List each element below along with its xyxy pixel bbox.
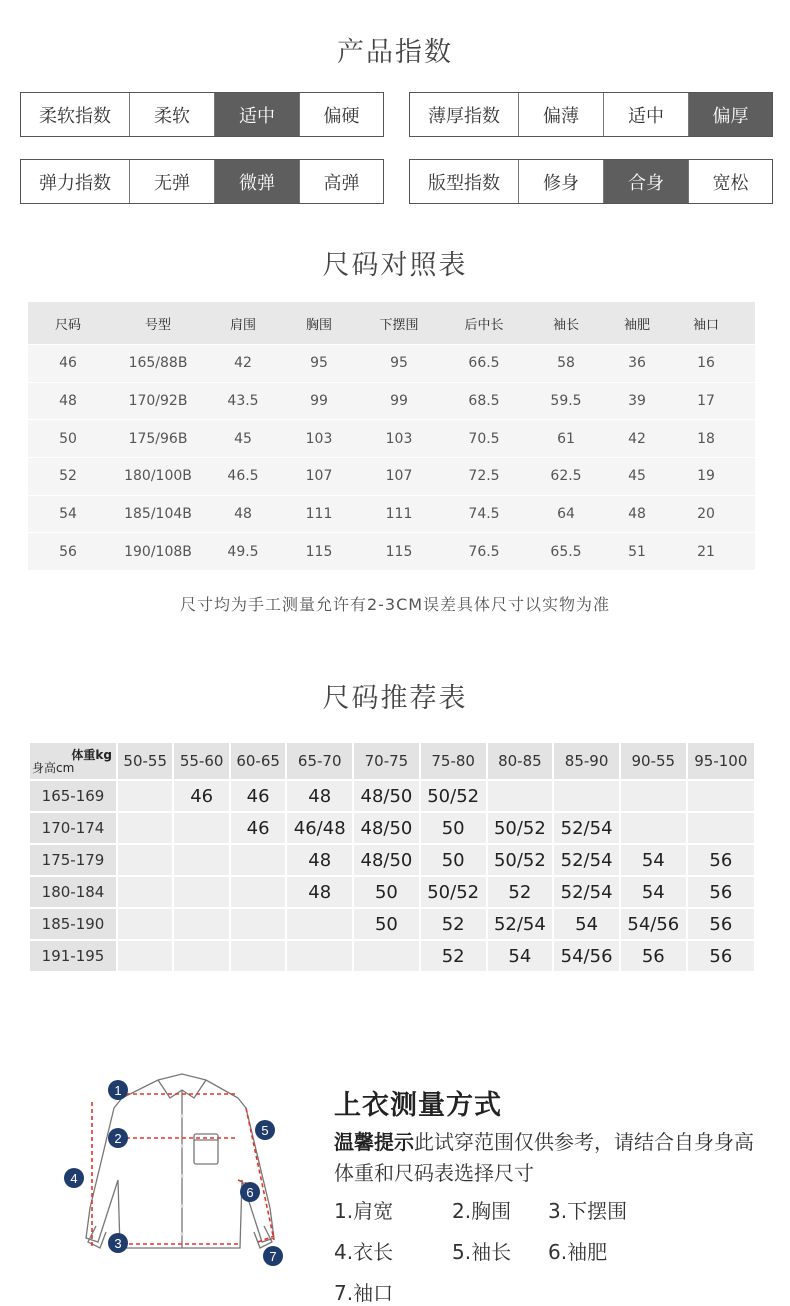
height-header-cell: 170-174 [29,812,117,844]
size-cell: 190/108B [124,543,192,560]
size-row [28,344,755,382]
tip-text: 此试穿范围仅供参考，请结合自身身高体重和尺码表选择尺寸 [334,1130,754,1185]
index-option: 偏硬 [323,105,360,127]
recommend-cell: 46/48 [286,812,353,844]
size-cell: 17 [697,393,715,410]
recommend-cell: 48 [286,876,353,908]
recommend-cell: 48/50 [353,812,420,844]
weight-header-cell: 70-75 [353,742,420,780]
recommend-cell: 48/50 [353,844,420,876]
size-cell: 165/88B [128,355,188,372]
recommend-cell [117,812,173,844]
index-option-selected: 偏厚 [689,93,772,136]
weight-header-cell: 85-90 [553,742,620,780]
size-cell: 103 [385,430,413,447]
recommend-cell: 50/52 [420,780,487,812]
recommend-cell [173,876,229,908]
weight-header-cell: 75-80 [420,742,487,780]
size-cell: 18 [697,430,715,447]
recommend-cell: 54 [620,876,687,908]
index-option-selected: 适中 [215,93,300,136]
weight-header-cell: 55-60 [173,742,229,780]
size-cell: 45 [628,468,646,485]
size-cell: 59.5 [550,393,582,410]
size-cell: 56 [59,543,77,560]
recommend-row [29,876,755,908]
size-cell: 42 [234,355,252,372]
recommend-cell [117,876,173,908]
recommend-row [29,940,755,972]
size-cell: 36 [628,355,646,372]
recommend-cell: 52 [420,940,487,972]
size-cell: 42 [628,430,646,447]
index-option: 高弹 [323,172,360,194]
size-cell: 115 [305,543,333,560]
size-cell: 51 [628,543,646,560]
recommend-cell: 54/56 [620,908,687,940]
recommend-cell [687,780,755,812]
recommend-cell [173,812,229,844]
height-header-cell: 165-169 [29,780,117,812]
recommend-cell [620,780,687,812]
recommend-cell: 54 [553,908,620,940]
measure-item: 4.衣长 [334,1240,394,1264]
size-cell: 185/104B [124,506,192,523]
size-cell: 99 [310,393,328,410]
recommend-cell [286,940,353,972]
recommend-cell [117,780,173,812]
recommend-table [28,741,756,973]
recommend-cell [173,844,229,876]
softness-index [20,92,384,137]
index-option: 修身 [519,160,604,203]
recommend-cell: 46 [173,780,229,812]
recommend-cell: 50 [420,844,487,876]
weight-header-cell: 80-85 [487,742,554,780]
size-cell: 111 [305,506,333,523]
recommend-row [29,812,755,844]
measurement-title: 上衣测量方式 [334,1090,502,1121]
measure-item: 5.袖长 [452,1240,512,1264]
size-cell: 49.5 [227,543,259,560]
recommend-cell [687,812,755,844]
recommend-cell [487,780,554,812]
marker-6: 6 [246,1185,254,1200]
recommend-title: 尺码推荐表 [322,683,468,714]
measure-markers [64,1080,283,1266]
recommend-cell [230,940,286,972]
weight-header-cell: 60-65 [230,742,286,780]
recommend-cell [553,780,620,812]
recommend-cell [353,940,420,972]
size-header-cell: 胸围 [305,317,332,333]
recommend-cell: 46 [230,780,286,812]
size-cell: 115 [385,543,413,560]
size-cell: 43.5 [227,393,259,410]
recommend-cell: 56 [687,940,755,972]
index-option: 适中 [604,93,689,136]
marker-2: 2 [114,1131,122,1146]
size-cell: 19 [697,468,715,485]
weight-axis-label: 体重kg [71,748,112,762]
size-cell: 76.5 [468,543,500,560]
recommend-cell [230,844,286,876]
size-chart-header-row [28,302,755,344]
recommend-cell: 52 [420,908,487,940]
size-cell: 72.5 [468,468,500,485]
size-cell: 48 [234,506,252,523]
tip-bold: 温馨提示 [334,1130,414,1154]
size-row [28,495,755,533]
index-option: 无弹 [130,160,215,203]
index-option: 偏薄 [519,93,604,136]
size-header-cell: 下摆围 [379,317,419,333]
measure-item: 1.肩宽 [334,1199,394,1223]
size-chart-title: 尺码对照表 [322,250,468,281]
size-cell: 48 [628,506,646,523]
size-row [28,419,755,457]
recommend-cell: 46 [230,812,286,844]
size-header-cell: 袖长 [552,317,579,333]
size-cell: 46.5 [227,468,259,485]
recommend-row [29,780,755,812]
recommend-cell: 52/54 [553,844,620,876]
measurement-tip [334,1127,754,1189]
recommend-corner [29,742,117,780]
measure-item: 7.袖口 [334,1281,394,1305]
size-row [28,457,755,495]
recommend-cell: 50/52 [487,844,554,876]
index-label: 版型指数 [410,160,519,203]
recommend-header-row [29,742,755,780]
marker-1: 1 [114,1083,122,1098]
size-cell: 21 [697,543,715,560]
recommend-cell: 48 [286,780,353,812]
size-cell: 95 [390,355,408,372]
marker-3: 3 [114,1236,122,1251]
recommend-cell: 52/54 [487,908,554,940]
measure-item: 2.胸围 [452,1199,512,1223]
size-cell: 68.5 [468,393,500,410]
index-label: 柔软指数 [21,93,130,136]
size-header-cell: 肩围 [229,317,256,333]
index-option: 柔软 [130,93,215,136]
weight-header-cell: 90-55 [620,742,687,780]
size-cell: 54 [59,506,77,523]
size-cell: 48 [59,393,77,410]
thickness-index [409,92,773,137]
index-option: 宽松 [712,172,749,194]
recommend-cell: 56 [687,908,755,940]
recommend-cell: 48 [286,844,353,876]
recommend-row [29,908,755,940]
recommend-cell: 50 [353,908,420,940]
size-cell: 61 [557,430,575,447]
size-header-cell: 袖口 [692,317,719,333]
index-option-selected: 微弹 [215,160,300,203]
shirt-measurement-diagram [60,1068,300,1273]
recommend-cell: 50 [353,876,420,908]
size-cell: 95 [310,355,328,372]
size-cell: 16 [697,355,715,372]
size-note: 尺寸均为手工测量允许有2-3CM误差具体尺寸以实物为准 [179,595,611,614]
recommend-cell [620,812,687,844]
size-cell: 66.5 [468,355,500,372]
weight-header-cell: 65-70 [286,742,353,780]
size-cell: 46 [59,355,77,372]
size-header-cell: 号型 [144,317,171,333]
size-cell: 170/92B [128,393,188,410]
recommend-cell: 54 [620,844,687,876]
recommend-cell [286,908,353,940]
index-option-selected: 合身 [604,160,689,203]
size-cell: 50 [59,430,77,447]
recommend-cell [173,940,229,972]
recommend-cell [117,940,173,972]
recommend-cell: 50/52 [420,876,487,908]
recommend-cell [230,908,286,940]
recommend-cell: 56 [620,940,687,972]
size-cell: 45 [234,430,252,447]
size-cell: 175/96B [128,430,188,447]
recommend-cell: 50/52 [487,812,554,844]
height-header-cell: 191-195 [29,940,117,972]
recommend-cell: 56 [687,844,755,876]
size-chart-table [28,302,755,570]
marker-4: 4 [70,1171,78,1186]
recommend-cell: 52/54 [553,812,620,844]
size-cell: 99 [390,393,408,410]
height-header-cell: 185-190 [29,908,117,940]
size-cell: 58 [557,355,575,372]
size-cell: 52 [59,468,77,485]
size-header-cell: 后中长 [464,317,504,333]
elasticity-index [20,159,384,204]
size-row [28,382,755,420]
size-cell: 107 [305,468,333,485]
marker-7: 7 [269,1249,277,1264]
recommend-cell [173,908,229,940]
height-header-cell: 180-184 [29,876,117,908]
weight-header-cell: 50-55 [117,742,173,780]
size-cell: 62.5 [550,468,582,485]
size-cell: 107 [385,468,413,485]
size-row [28,532,755,570]
size-cell: 39 [628,393,646,410]
measure-item: 3.下摆围 [548,1199,628,1223]
recommend-cell [230,876,286,908]
product-index-title: 产品指数 [337,37,453,68]
height-header-cell: 175-179 [29,844,117,876]
marker-5: 5 [261,1123,269,1138]
size-header-cell: 袖肥 [623,317,650,333]
size-cell: 64 [557,506,575,523]
recommend-cell: 48/50 [353,780,420,812]
height-axis-label: 身高cm [32,761,75,775]
weight-header-cell: 95-100 [687,742,755,780]
recommend-cell: 50 [420,812,487,844]
size-header-cell: 尺码 [54,317,81,333]
fit-index [409,159,773,204]
recommend-cell [117,844,173,876]
index-label: 薄厚指数 [410,93,519,136]
size-cell: 70.5 [468,430,500,447]
recommend-cell: 56 [687,876,755,908]
size-cell: 74.5 [468,506,500,523]
recommend-row [29,844,755,876]
size-cell: 111 [385,506,413,523]
recommend-cell [117,908,173,940]
recommend-cell: 52/54 [553,876,620,908]
index-label: 弹力指数 [21,160,130,203]
size-cell: 180/100B [124,468,192,485]
measurement-list [334,1195,764,1306]
recommend-cell: 54/56 [553,940,620,972]
recommend-cell: 52 [487,876,554,908]
size-cell: 103 [305,430,333,447]
recommend-cell: 54 [487,940,554,972]
size-cell: 65.5 [550,543,582,560]
size-cell: 20 [697,506,715,523]
measure-item: 6.袖肥 [548,1240,608,1264]
